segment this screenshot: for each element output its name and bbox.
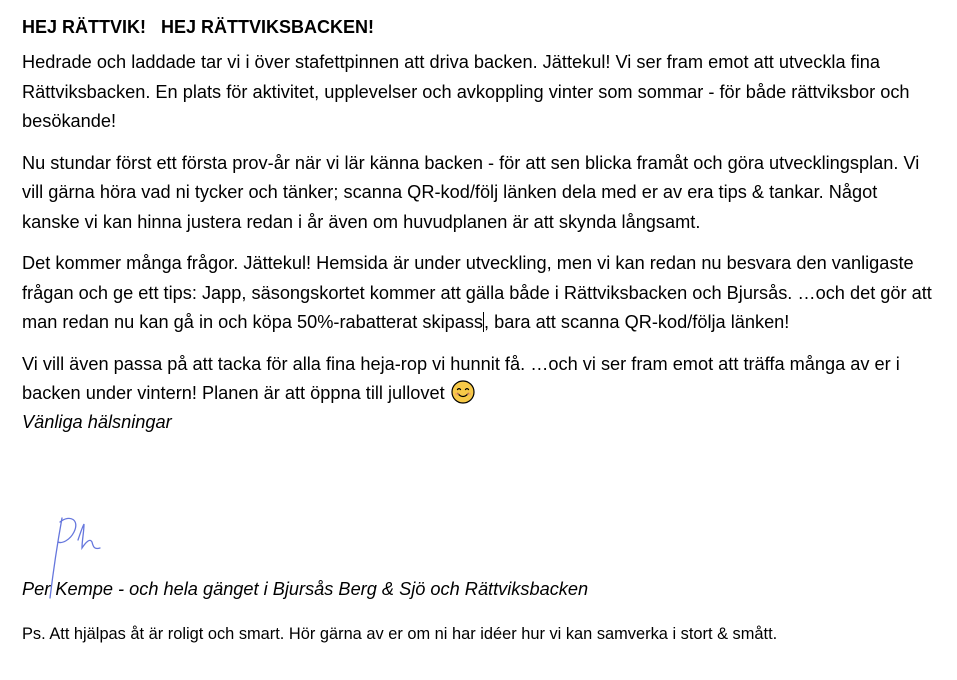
paragraph-intro: Hedrade och laddade tar vi i över stafettpinnen att driva backen. Jättekul! Vi ser fram emot att utveckla fina Rättviksbacken. En plats för aktivitet, upplevelser och avkoppling vinter som sommar - för både rättviksbor och besökande! <box>22 52 910 131</box>
greeting: Vänliga hälsningar <box>22 411 172 432</box>
postscript: Ps. Att hjälpas åt är roligt och smart. Hör gärna av er om ni har idéer hur vi kan samverka i stort & smått. <box>22 625 778 643</box>
paragraph-questions <box>22 249 937 338</box>
paragraph-questions-text: Det kommer många frågor. Jättekul! Hemsida är under utveckling, men vi kan redan nu besvara den vanligaste frågan och ge ett tips: Japp, säsongskortet kommer att gälla både i Rättviksbacken och Bjursås. …och det gör att man redan nu kan gå in och köpa 50%-rabatterat skipass <box>22 253 932 332</box>
smiling-face-icon <box>451 380 475 404</box>
paragraph-thanks <box>22 350 937 409</box>
paragraph-thanks-text: Vi vill även passa på att tacka för alla fina heja-rop vi hunnit få. …och vi ser fram emot att träffa många av er i backen under vintern! Planen är att öppna till jullovet <box>22 353 900 403</box>
paragraph-questions-tail: , bara att scanna QR-kod/följa länken! <box>484 312 790 332</box>
signoff: Per Kempe - och hela gänget i Bjursås Berg & Sjö och Rättviksbacken <box>22 579 589 599</box>
document-body <box>22 14 937 435</box>
document-heading: HEJ RÄTTVIK! HEJ RÄTTVIKSBACKEN! <box>22 17 375 37</box>
paragraph-plans: Nu stundar först ett första prov-år när vi lär känna backen - för att sen blicka framåt och göra utvecklingsplan. Vi vill gärna höra vad ni tycker och tänker; scanna QR-kod/följ länken dela med er av era tips & tankar. Något kanske vi kan hinna justera redan i år även om huvudplanen är att skynda långsamt. <box>22 152 920 232</box>
